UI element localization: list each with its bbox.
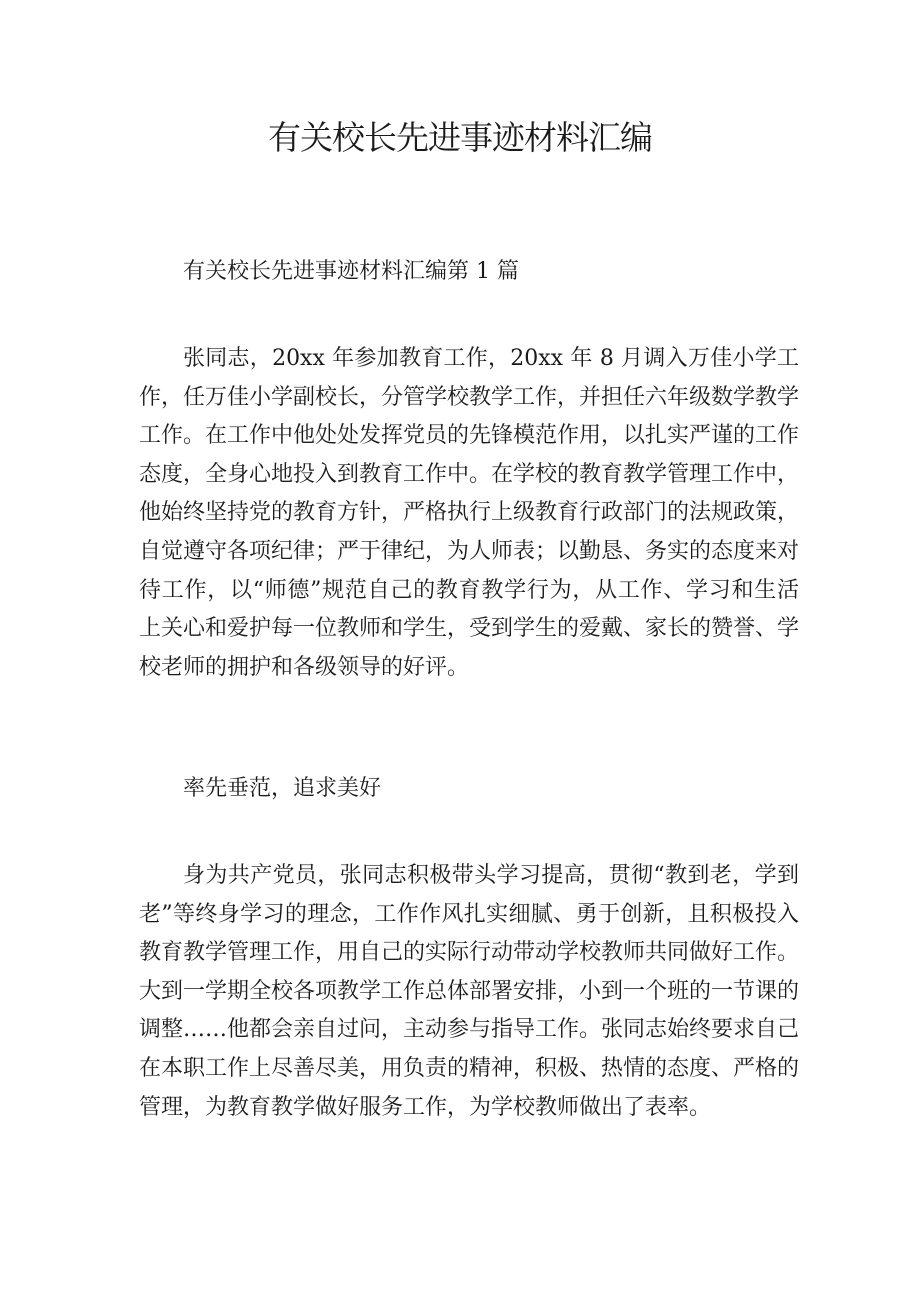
subheading-2: 率先垂范，追求美好 <box>183 776 382 801</box>
paragraph-1: 张同志，20xx 年参加教育工作，20xx 年 8 月调入万佳小学工作，任万佳小学副校长，分管学校教学工作，并担任六年级数学教学工作。在工作中他处处发挥党员的先锋模范作用，以扎实严谨的工作态度，全身心地投入到教育工作中。在学校的教育教学管理工作中，他始终坚持党的教育方针，严格执行上级教育行政部门的法规政策，自觉遵守各项纪律；严于律纪，为人师表；以勤恳、务实的态度来对待工作，以“师德”规范自己的教育教学行为，从工作、学习和生活上关心和爱护每一位教师和学生，受到学生的爱戴、家长的赞誉、学校老师的拥护和各级领导的好评。 <box>139 346 800 680</box>
section-heading: 有关校长先进事迹材料汇编第 1 篇 <box>183 259 519 284</box>
paragraph-2: 身为共产党员，张同志积极带头学习提高，贯彻“教到老，学到老”等终身学习的理念，工作作风扎实细腻、勇于创新，且积极投入教育教学管理工作，用自己的实际行动带动学校教师共同做好工作。大到一学期全校各项教学工作总体部署安排，小到一个班的一节课的调整……他都会亲自过问，主动参与指导工作。张同志始终要求自己在本职工作上尽善尽美，用负责的精神，积极、热情的态度、严格的管理，为教育教学做好服务工作，为学校教师做出了表率。 <box>139 863 800 1120</box>
document-title: 有关校长先进事迹材料汇编 <box>268 118 652 157</box>
